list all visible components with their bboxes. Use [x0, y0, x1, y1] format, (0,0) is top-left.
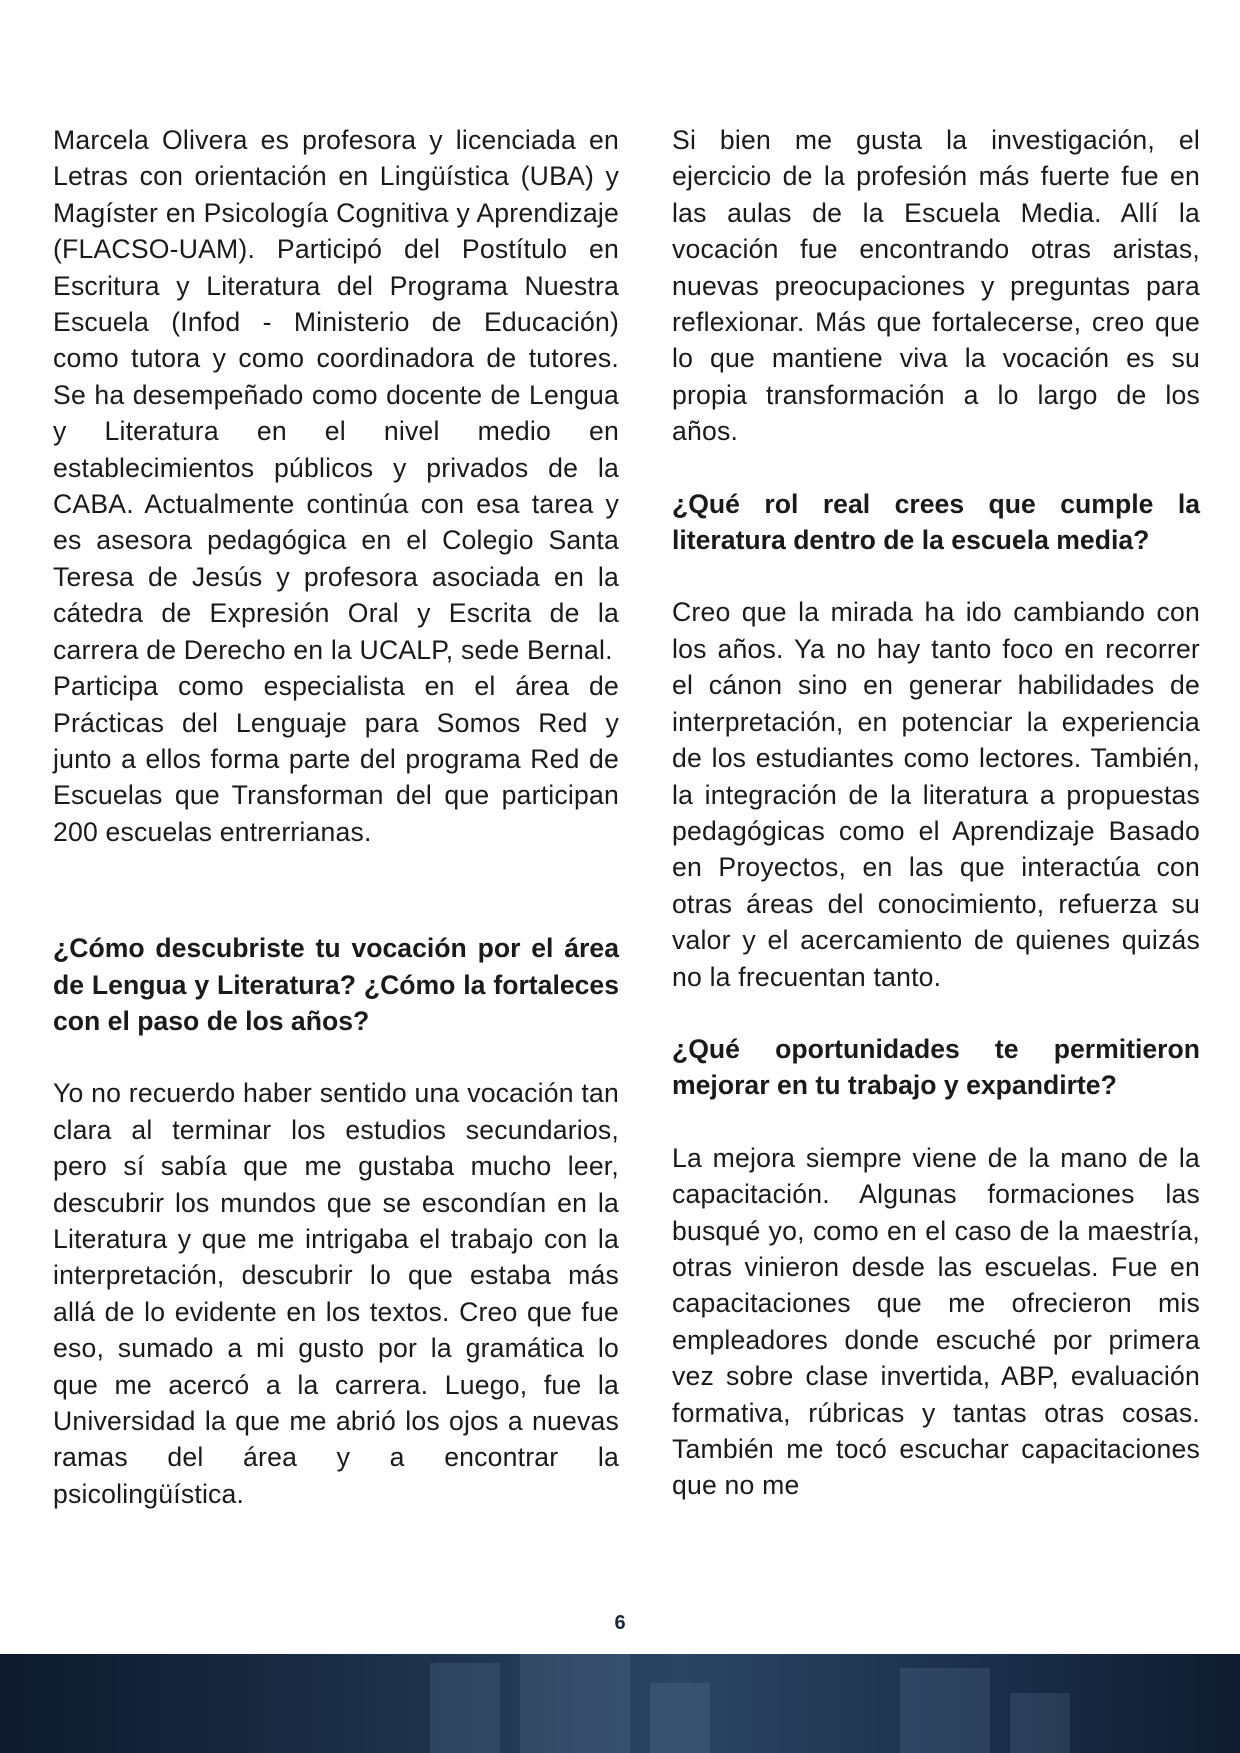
question-rol-literatura: ¿Qué rol real crees que cumple la literatura dentro de la escuela media? [672, 488, 1200, 556]
page-number: 6 [614, 1612, 626, 1634]
intro-paragraph-bio: Marcela Olivera es profesora y licenciada en Letras con orientación en Lingüística (UBA) y Magíster en Psicología Cognitiva y Aprendizaje (FLACSO-UAM). Participó del Postítulo en Escritura y Literatura del Programa Nuestra Escuela (Infod - Ministerio de Educación) como tutora y como coordinadora de tutores. Se ha desempeñado como docente de Lengua y Literatura en el nivel medio en establecimientos públicos y privados de la CABA. Actualmente continúa con esa tarea y es asesora pedagógica en el Colegio Santa Teresa de Jesús y profesora asociada en la cátedra de Expresión Oral y Escrita de la carrera de Derecho en la UCALP, sede Bernal. [53, 125, 619, 665]
footer-city-band [0, 1654, 1240, 1753]
left-column [53, 122, 619, 1512]
answer-rol-literatura: Creo que la mirada ha ido cambiando con los años. Ya no hay tanto foco en recorrer el cánon sino en generar habilidades de interpretación, en potenciar la experiencia de los estudiantes como lectores. También, la integración de la literatura a propuestas pedagógicas como el Aprendizaje Basado en Proyectos, en las que interactúa con otras áreas del conocimiento, refuerza su valor y el acercamiento de quienes quizás no la frecuentan tanto. [672, 597, 1200, 992]
answer-oportunidades: La mejora siempre viene de la mano de la capacitación. Algunas formaciones las busqué yo, como en el caso de la maestría, otras vinieron desde las escuelas. Fue en capacitaciones que me ofrecieron mis empleadores donde escuché por primera vez sobre clase invertida, ABP, evaluación formativa, rúbricas y tantas otras cosas. También me tocó escuchar capacitaciones que no me [672, 1142, 1200, 1501]
answer-vocacion-part-1: Yo no recuerdo haber sentido una vocación tan clara al terminar los estudios secundarios, pero sí sabía que me gustaba mucho leer, descubrir los mundos que se escondían en la Literatura y que me intrigaba el trabajo con la interpretación, descubrir lo que estaba más allá de lo evidente en los textos. Creo que fue eso, sumado a mi gusto por la gramática lo que me acercó a la carrera. Luego, fue la Universidad la que me abrió los ojos a nuevas ramas del área y a encontrar la psicolingüística. [53, 1078, 619, 1509]
question-oportunidades: ¿Qué oportunidades te permitieron mejorar en tu trabajo y expandirte? [672, 1033, 1200, 1101]
question-vocacion: ¿Cómo descubriste tu vocación por el área de Lengua y Literatura? ¿Cómo la fortaleces con el paso de los años? [53, 933, 619, 1036]
right-column [672, 122, 1200, 1504]
intro-paragraph-somos-red: Participa como especialista en el área de Prácticas del Lenguaje para Somos Red y junto a ellos forma parte del programa Red de Escuelas que Transforman del que participan 200 escuelas entrerrianas. [53, 671, 619, 847]
answer-vocacion-part-2: Si bien me gusta la investigación, el ejercicio de la profesión más fuerte fue en las aulas de la Escuela Media. Allí la vocación fue encontrando otras aristas, nuevas preocupaciones y preguntas para reflexionar. Más que fortalecerse, creo que lo que mantiene viva la vocación es su propia transformación a lo largo de los años. [672, 125, 1200, 447]
